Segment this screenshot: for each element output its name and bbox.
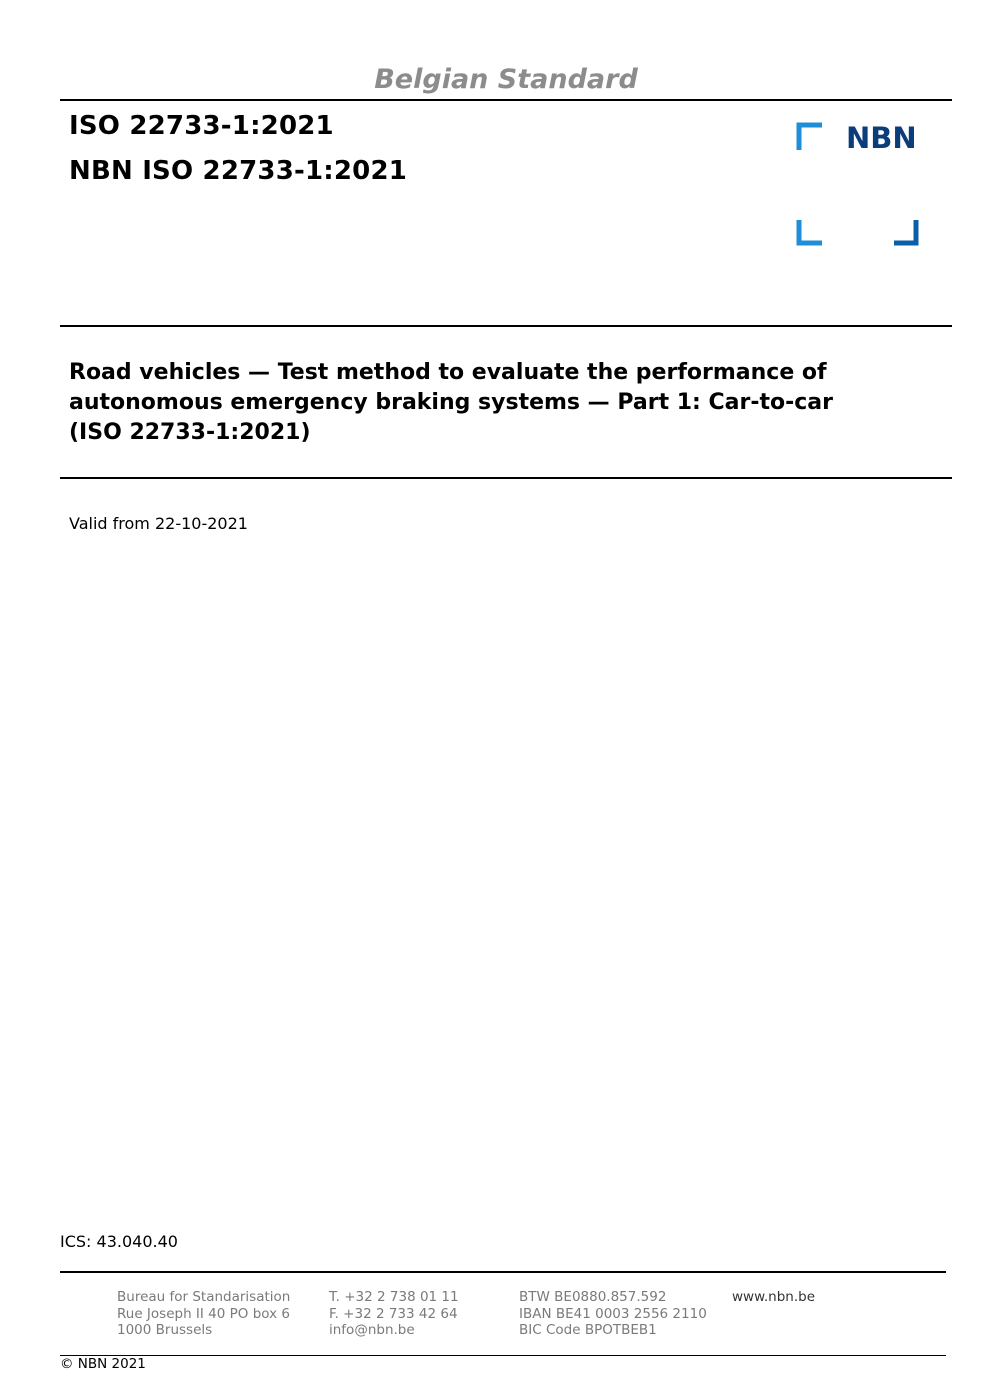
title-line: autonomous emergency braking systems — Part 1: Car-to-car	[69, 390, 833, 415]
standard-number: ISO 22733-1:2021	[69, 111, 334, 141]
copyright-notice: © NBN 2021	[60, 1356, 146, 1372]
footer-line: 1000 Brussels	[117, 1322, 213, 1338]
title-line: (ISO 22733-1:2021)	[69, 420, 311, 445]
footer-web	[732, 1289, 815, 1306]
footer-address	[117, 1289, 290, 1339]
nbn-logo-icon	[796, 122, 922, 248]
divider-title-top	[60, 325, 952, 327]
document-type-heading: Belgian Standard	[374, 64, 638, 95]
footer-phone: T. +32 2 738 01 11	[329, 1289, 459, 1305]
document-title	[69, 358, 949, 448]
divider-top	[60, 99, 952, 101]
footer-fax: F. +32 2 733 42 64	[329, 1305, 458, 1322]
ics-code: ICS: 43.040.40	[60, 1232, 178, 1251]
footer-bank	[519, 1289, 707, 1339]
divider-title-bottom	[60, 477, 952, 479]
footer-contact	[329, 1289, 459, 1339]
footer-website-link[interactable]: www.nbn.be	[732, 1289, 816, 1305]
divider-footer-top	[60, 1271, 946, 1273]
divider-footer-bottom	[60, 1355, 946, 1356]
title-line: Road vehicles — Test method to evaluate the performance of	[69, 360, 827, 385]
nbn-logo	[796, 122, 922, 248]
footer-line: IBAN BE41 0003 2556 2110	[519, 1305, 707, 1322]
footer-line: Bureau for Standarisation	[117, 1289, 291, 1305]
footer-line: BTW BE0880.857.592	[519, 1289, 667, 1305]
footer-email-link[interactable]: info@nbn.be	[329, 1322, 415, 1338]
logo-wordmark: NBN	[846, 122, 917, 155]
national-standard-number: NBN ISO 22733-1:2021	[69, 156, 408, 186]
footer-line: Rue Joseph II 40 PO box 6	[117, 1305, 290, 1322]
footer-line: BIC Code BPOTBEB1	[519, 1322, 657, 1338]
validity-date: Valid from 22-10-2021	[69, 514, 248, 533]
